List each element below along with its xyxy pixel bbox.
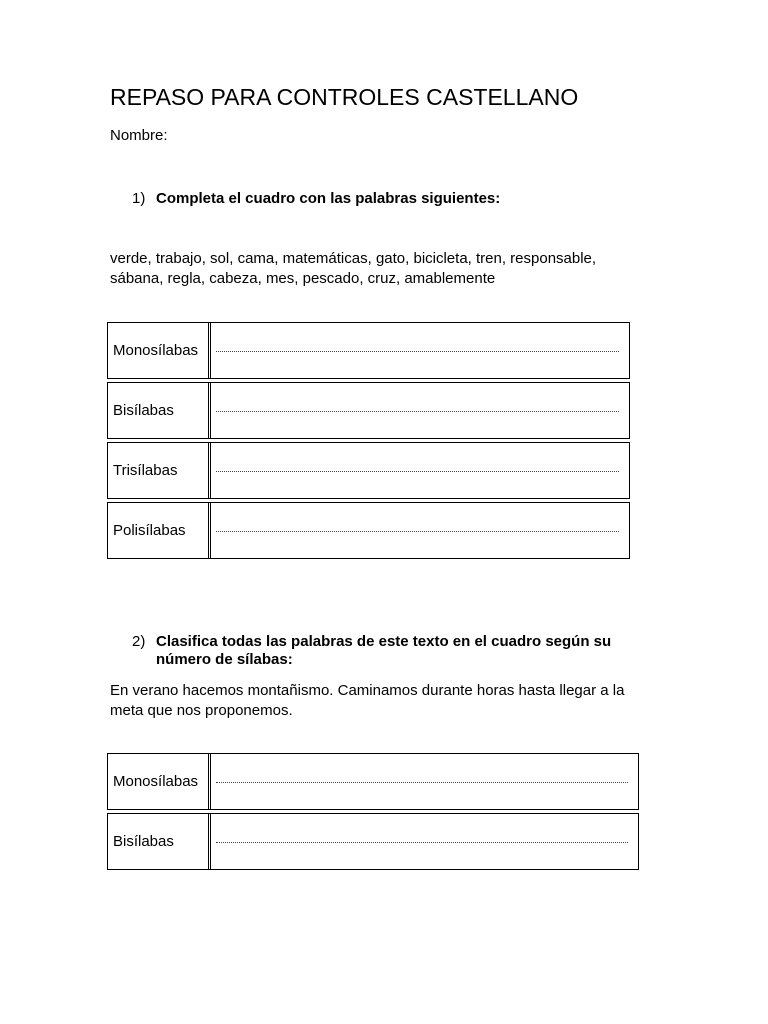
row-label: Bisílabas [107,813,211,870]
name-label: Nombre: [110,127,168,144]
reading-text [110,681,655,721]
reading-text-line: meta que nos proponemos. [110,702,293,719]
page-title: REPASO PARA CONTROLES CASTELLANO [110,84,579,110]
answer-field[interactable] [208,322,630,379]
dotted-line [216,411,619,412]
row-label: Polisílabas [107,502,211,559]
row-label: Bisílabas [107,382,211,439]
exercise-1-text: Completa el cuadro con las palabras siguientes: [156,190,501,207]
dotted-line [216,351,619,352]
word-list-line: verde, trabajo, sol, cama, matemáticas, gato, bicicleta, tren, responsable, [110,250,597,267]
exercise-1-number: 1) [132,190,146,207]
dotted-line [216,531,619,532]
answer-field[interactable] [208,753,639,810]
answer-field[interactable] [208,442,630,499]
row-label: Monosílabas [107,753,211,810]
reading-text-line: En verano hacemos montañismo. Caminamos durante horas hasta llegar a la [110,682,625,699]
word-list-line: sábana, regla, cabeza, mes, pescado, cruz, amablemente [110,270,496,287]
exercise-2-instruction [132,633,632,669]
exercise-1-instruction [132,190,612,208]
dotted-line [216,842,628,843]
instruction-line: número de sílabas: [156,651,293,668]
instruction-line: Clasifica todas las palabras de este texto en el cuadro según su [156,633,612,650]
word-list [110,249,630,289]
row-label: Monosílabas [107,322,211,379]
answer-field[interactable] [208,502,630,559]
exercise-2-text [156,633,611,669]
answer-field[interactable] [208,813,639,870]
dotted-line [216,471,619,472]
answer-field[interactable] [208,382,630,439]
dotted-line [216,782,628,783]
row-label: Trisílabas [107,442,211,499]
exercise-2-number: 2) [132,633,146,650]
